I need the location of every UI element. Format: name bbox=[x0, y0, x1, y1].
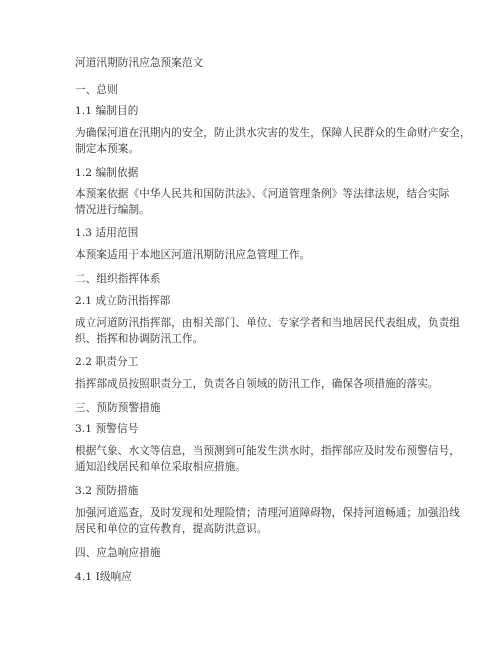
paragraph-3-2-line-1: 加强河道巡查，及时发现和处理险情；清理河道障碍物，保持河道畅通；加强沿线 bbox=[75, 507, 460, 519]
subsection-1-3-heading: 1.3 适用范围 bbox=[75, 227, 139, 239]
subsection-4-1-heading: 4.1 Ⅰ级响应 bbox=[75, 571, 132, 583]
paragraph-2-1-line-1: 成立河道防汛指挥部，由相关部门、单位、专家学者和当地居民代表组成，负责组 bbox=[75, 317, 460, 329]
paragraph-1-2-line-1: 本预案依据《中华人民共和国防洪法》、《河道管理条例》等法律法规，结合实际 bbox=[75, 188, 450, 200]
paragraph-1-1-line-2: 制定本预案。 bbox=[75, 143, 140, 155]
section-4-heading: 四、应急响应措施 bbox=[75, 547, 161, 559]
section-1-heading: 一、总则 bbox=[75, 84, 118, 96]
subsection-3-1-heading: 3.1 预警信号 bbox=[75, 423, 139, 435]
paragraph-3-2-line-2: 居民和单位的宣传教育，提高防洪意识。 bbox=[75, 523, 268, 535]
paragraph-1-1-line-1: 为确保河道在汛期内的安全，防止洪水灾害的发生，保障人民群众的生命财产安全， bbox=[75, 127, 471, 139]
subsection-3-2-heading: 3.2 预防措施 bbox=[75, 485, 139, 497]
subsection-2-1-heading: 2.1 成立防汛指挥部 bbox=[75, 295, 171, 307]
paragraph-3-1-line-1: 根据气象、水文等信息，当预测到可能发生洪水时，指挥部应及时发布预警信号， bbox=[75, 445, 460, 457]
paragraph-1-3: 本预案适用于本地区河道汛期防汛应急管理工作。 bbox=[75, 249, 311, 261]
document-title: 河道汛期防汛应急预案范文 bbox=[75, 57, 204, 69]
subsection-1-2-heading: 1.2 编制依据 bbox=[75, 167, 139, 179]
subsection-2-2-heading: 2.2 职责分工 bbox=[75, 356, 139, 368]
paragraph-2-2: 指挥部成员按照职责分工，负责各自领域的防汛工作，确保各项措施的落实。 bbox=[75, 378, 439, 390]
paragraph-3-1-line-2: 通知沿线居民和单位采取相应措施。 bbox=[75, 461, 247, 473]
paragraph-2-1-line-2: 织、指挥和协调防汛工作。 bbox=[75, 333, 204, 345]
subsection-1-1-heading: 1.1 编制目的 bbox=[75, 105, 139, 117]
paragraph-1-2-line-2: 情况进行编制。 bbox=[75, 204, 150, 216]
section-2-heading: 二、组织指挥体系 bbox=[75, 273, 161, 285]
section-3-heading: 三、预防预警措施 bbox=[75, 402, 161, 414]
